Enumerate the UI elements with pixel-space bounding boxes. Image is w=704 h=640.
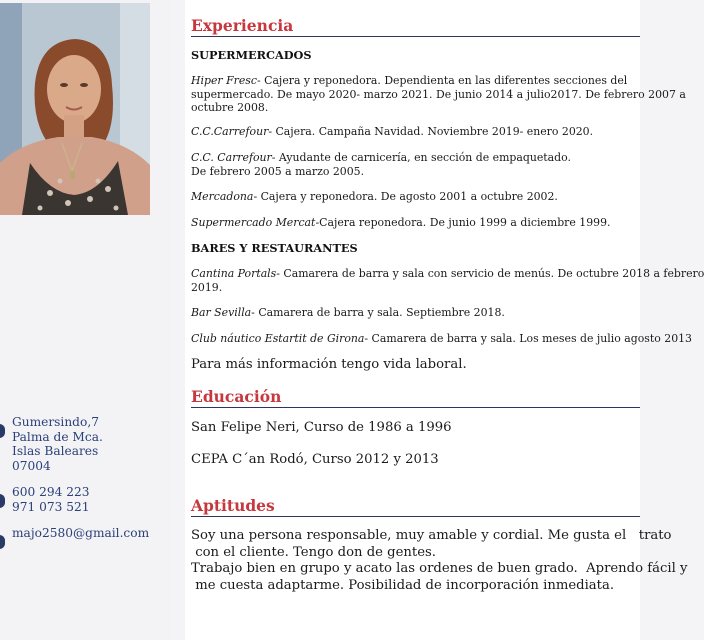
experience-entry (191, 125, 661, 139)
email-block (0, 526, 170, 541)
address-block (0, 415, 170, 473)
employer-name: Mercadona (191, 190, 254, 203)
entry-text: - Camarera de barra y sala. Septiembre 2018. (251, 306, 505, 319)
entry-text: supermercado. De mayo 2020- marzo 2021. De junio 2014 a julio2017. De febrero 2007 a (191, 87, 686, 101)
employer-name: Cantina Portals (191, 267, 277, 280)
skills-line: me cuesta adaptarme. Posibilidad de incorporación inmediata. (191, 577, 615, 593)
skills-text (191, 528, 687, 594)
experience-entry (191, 267, 704, 294)
sidebar (0, 0, 170, 640)
entry-text: - Camarera de barra y sala. Los meses de julio agosto 2013 (364, 332, 692, 345)
section-divider (191, 516, 640, 517)
employer-name: Bar Sevilla (191, 306, 252, 319)
entry-text: De febrero 2005 a marzo 2005. (191, 164, 365, 178)
employer-name: C.C.Carrefour (191, 125, 269, 138)
employer-name: Supermercado Mercat (191, 216, 316, 229)
skills-line: Trabajo bien en grupo y acato las ordenes de buen grado. Aprendo fácil y (191, 561, 688, 576)
experience-title: Experiencia (191, 16, 294, 35)
experience-entry (191, 332, 692, 346)
profile-photo (0, 3, 150, 215)
phone-block (0, 485, 170, 514)
email-icon (0, 535, 5, 549)
skills-title: Aptitudes (191, 496, 275, 515)
experience-entry (191, 151, 661, 178)
address-line: Palma de Mca. (12, 429, 103, 444)
skills-line: con el cliente. Tengo don de gentes. (191, 544, 436, 560)
entry-text: - Cajera. Campaña Navidad. Noviembre 2019- enero 2020. (268, 125, 594, 138)
entry-text: - Ayudante de carnicería, en sección de empaquetado. (271, 151, 571, 164)
section-divider (191, 407, 640, 408)
address-line: Islas Baleares (12, 444, 99, 458)
employer-name: Club náutico Estartit de Girona (191, 332, 365, 345)
education-item: San Felipe Neri, Curso de 1986 a 1996 (191, 420, 452, 435)
entry-text: 2019. (191, 280, 223, 294)
education-item: CEPA C´an Rodó, Curso 2012 y 2013 (191, 452, 439, 467)
email-link[interactable]: majo2580@gmail.com (12, 526, 150, 540)
entry-text: octubre 2008. (191, 101, 269, 114)
main-content (185, 0, 704, 640)
experience-entry (191, 216, 661, 230)
experience-entry (191, 190, 661, 204)
more-info-text: Para más información tengo vida laboral. (191, 357, 467, 372)
address-line: Gumersindo,7 (12, 415, 99, 429)
employer-name: Hiper Fresc (191, 74, 257, 87)
entry-text: -Cajera reponedora. De junio 1999 a diciembre 1999. (315, 216, 611, 229)
experience-entry (191, 306, 661, 320)
employer-name: C.C. Carrefour (191, 151, 272, 164)
supermarkets-heading: SUPERMERCADOS (191, 48, 312, 62)
phone-icon (0, 494, 5, 508)
entry-text: - Camarera de barra y sala con servicio de menús. De octubre 2018 a febrero (276, 267, 704, 280)
portrait-image (0, 3, 150, 215)
experience-entry (191, 74, 686, 115)
entry-text: - Cajera y reponedora. Dependienta en las diferentes secciones del (256, 74, 628, 87)
address-line: 07004 (12, 458, 51, 473)
skills-line: Soy una persona responsable, muy amable y cordial. Me gusta el trato (191, 528, 672, 543)
entry-text: - Cajera y reponedora. De agosto 2001 a octubre 2002. (253, 190, 558, 203)
section-divider (191, 36, 640, 37)
bars-heading: BARES Y RESTAURANTES (191, 241, 358, 255)
education-title: Educación (191, 387, 282, 406)
phone-number[interactable]: 971 073 521 (12, 499, 90, 514)
location-icon (0, 424, 5, 438)
phone-number[interactable]: 600 294 223 (12, 485, 90, 499)
contact-info (0, 415, 170, 553)
